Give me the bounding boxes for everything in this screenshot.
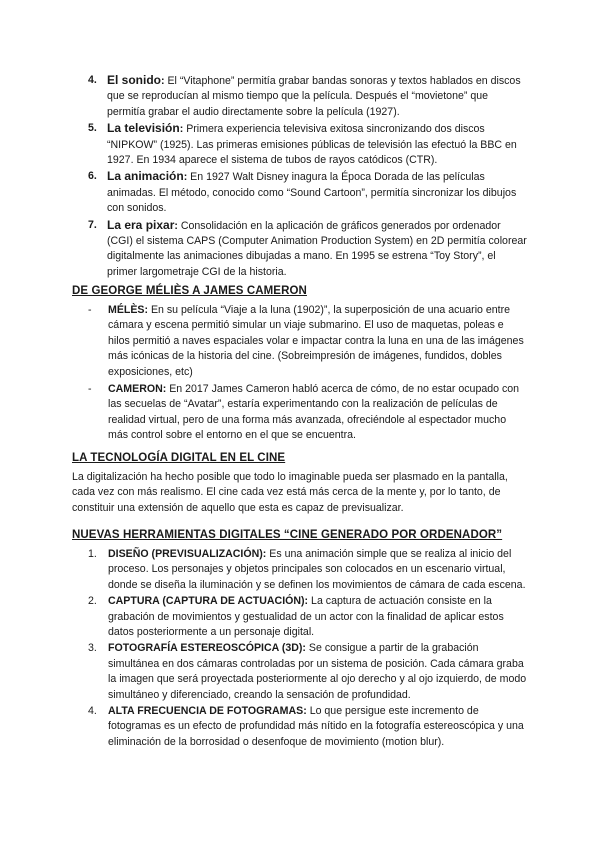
- item-number: 3.: [88, 642, 97, 655]
- section-heading-tools: NUEVAS HERRAMIENTAS DIGITALES “CINE GENERADO POR ORDENADOR”: [72, 529, 503, 541]
- item-term: La era pixar: [107, 217, 175, 232]
- item-term: CAMERON:: [108, 383, 167, 396]
- item-number: 2.: [88, 595, 97, 608]
- list-item: [88, 594, 528, 640]
- item-term: El sonido: [107, 73, 161, 87]
- history-list: [88, 73, 528, 281]
- list-item: 7. La era pixar: Consolidación en la aplicación de gráficos generados por ordenador (CGI) el sistema CAPS (Computer Animation Production System) en 2D permitía colorear digitalmente las animaciones dibujadas a mano. En 1995 se estrena “Toy Story”, el primer largometraje CGI de la historia.: [88, 217, 527, 278]
- section-heading-melies: DE GEORGE MÉLIÈS A JAMES CAMERON: [72, 285, 307, 297]
- section-heading-digital: LA TECNOLOGÍA DIGITAL EN EL CINE: [72, 452, 286, 464]
- item-text: Lo que persigue este incremento de fotogramas es un efecto de profundidad más nítido en la fotografía estereoscópica y una eliminación de la borrosidad o desenfoque de movimiento (motion blur).: [108, 705, 524, 748]
- list-item: 6. La animación: En 1927 Walt Disney inagura la Época Dorada de las películas animadas. El método, conocido como “Sound Cartoon”, permitía sincronizar los dibujos con sonidos.: [88, 169, 517, 215]
- list-item: [88, 641, 528, 703]
- item-text: En 2017 James Cameron habló acerca de cómo, de no estar ocupado con las secuelas de “Avatar”, estaría experimentando con la realización de películas de realidad virtual, pero de una forma más avanzada, ofreciéndole al espectador mucho más control sobre el entorno en el que se encuentra.: [108, 383, 520, 442]
- item-term: FOTOGRAFÍA ESTEREOSCÓPICA (3D):: [108, 642, 306, 655]
- item-text: En su película “Viaje a la luna (1902)”, la superposición de una acuario entre cámara y escena permitió simular un viaje submarino. El uso de maquetas, poleas e hilos permitió a naves espaciales volar e impactar contra la luna en una de las imágenes más icónicas de la historia del cine. (Sobreimpresión de imágenes, fundidos, dobles exposiciones, etc): [108, 304, 524, 378]
- digital-paragraph: La digitalización ha hecho posible que todo lo imaginable pueda ser plasmado en la pantalla, cada vez con más realismo. El cine cada vez está más cerca de la mente y, por lo tanto, de constituir una extensión de aquello que esta es capaz de previsualizar.: [72, 471, 508, 514]
- item-term: ALTA FRECUENCIA DE FOTOGRAMAS:: [108, 705, 307, 718]
- item-text: Primera experiencia televisiva exitosa sincronizando dos discos “NIPKOW” (1925). Las primeras emisiones públicas de televisión las efectuó la BBC en 1927. En 1934 aparece el sistema de tubos de rayos catódicos (CTR).: [107, 123, 517, 167]
- list-item: - CAMERON: En 2017 James Cameron habló acerca de cómo, de no estar ocupado con las secuelas de “Avatar”, estaría experimentando con la realización de películas de realidad virtual, pero de una forma más avanzada, ofreciéndole al espectador mucho más control sobre el entorno en el que se encuentra.: [88, 383, 520, 442]
- item-text: Consolidación en la aplicación de gráficos generados por ordenador (CGI) el sistema CAPS (Computer Animation Production System) en 2D permitía colorear digitalmente las animaciones dibujadas a mano. En 1995 se estrena “Toy Story”, el primer largometraje CGI de la historia.: [107, 219, 527, 278]
- item-number: 1.: [88, 548, 97, 560]
- item-text: En 1927 Walt Disney inagura la Época Dorada de las películas animadas. El método, conocido como “Sound Cartoon”, permitía sincronizar los dibujos con sonidos.: [107, 171, 517, 215]
- item-number: 5.: [88, 122, 97, 135]
- list-item: [88, 704, 528, 750]
- list-item: 5. La televisión: Primera experiencia televisiva exitosa sincronizando dos discos “NIPKOW” (1925). Las primeras emisiones públicas de televisión las efectuó la BBC en 1927. En 1934 aparece el sistema de tubos de rayos catódicos (CTR).: [88, 121, 517, 167]
- item-number: 7.: [88, 218, 97, 231]
- item-text: Se consigue a partir de la grabación simultánea en dos cámaras controladas por un sistema de posición. Cada cámara graba la imagen que será proyectada posteriormente al ojo derecho y al ojo izquierdo, de modo simultáneo y diferenciado, creando la sensación de profundidad.: [108, 642, 527, 701]
- item-text: El “Vitaphone” permitía grabar bandas sonoras y textos hablados en discos que se reproducían al mismo tiempo que la película. Después el “movietone” que permitía grabar el audio directamente sobre la película (1927).: [107, 75, 521, 118]
- list-item: - MÉLÈS: En su película “Viaje a la luna (1902)”, la superposición de una acuario entre cámara y escena permitió simular un viaje submarino. El uso de maquetas, poleas e hilos permitió a naves espaciales volar e impactar contra la luna en una de las imágenes más icónicas de la historia del cine. (Sobreimpresión de imágenes, fundidos, dobles exposiciones, etc): [88, 304, 524, 378]
- item-number: 4.: [88, 705, 97, 718]
- item-number: 6.: [88, 170, 97, 183]
- tools-list: [88, 547, 528, 751]
- list-item: 4. El sonido: El “Vitaphone” permitía grabar bandas sonoras y textos hablados en discos que se reproducían al mismo tiempo que la película. Después el “movietone” que permitía grabar el audio directamente sobre la película (1927).: [88, 73, 521, 118]
- item-term: MÉLÈS:: [108, 304, 149, 316]
- item-term: DISEÑO (PREVISUALIZACIÓN):: [108, 548, 267, 560]
- item-text: Es una animación simple que se realiza al inicio del proceso. Los personajes y objetos principales son colocados en un escenario virtual, donde se diseña la iluminación y se definen los movimientos de cámara de cada escena.: [108, 548, 526, 591]
- item-term: CAPTURA (CAPTURA DE ACTUACIÓN):: [108, 595, 309, 608]
- item-term: La televisión: [107, 121, 180, 136]
- item-text: La captura de actuación consiste en la grabación de movimientos y gestualidad de un actor con la finalidad de aplicar estos datos posteriormente a un personaje digital.: [108, 595, 504, 639]
- melies-cameron-list: [88, 303, 524, 446]
- list-item: [88, 547, 528, 593]
- item-term: La animación: [107, 169, 184, 184]
- item-number: 4.: [88, 74, 97, 86]
